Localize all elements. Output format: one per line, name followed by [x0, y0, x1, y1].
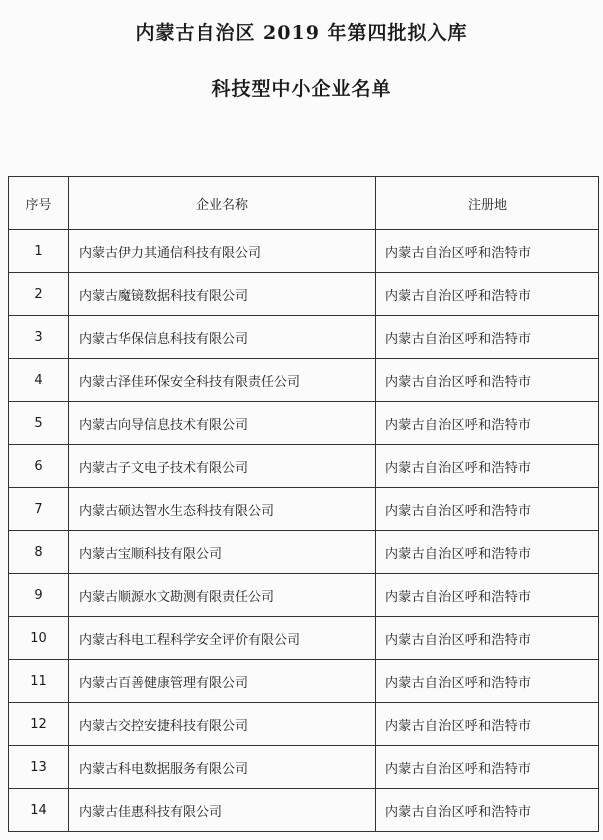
row-location: 内蒙古自治区呼和浩特市 [376, 316, 599, 359]
row-index: 1 [9, 230, 69, 273]
row-company: 内蒙古泽佳环保安全科技有限责任公司 [69, 359, 376, 402]
row-location: 内蒙古自治区呼和浩特市 [376, 445, 599, 488]
table-row [9, 359, 599, 402]
row-company: 内蒙古宝顺科技有限公司 [69, 531, 376, 574]
row-location: 内蒙古自治区呼和浩特市 [376, 660, 599, 703]
row-index: 13 [9, 746, 69, 789]
row-company: 内蒙古向导信息技术有限公司 [69, 402, 376, 445]
row-company: 内蒙古科电工程科学安全评价有限公司 [69, 617, 376, 660]
row-location: 内蒙古自治区呼和浩特市 [376, 703, 599, 746]
table-row [9, 445, 599, 488]
table-row [9, 230, 599, 273]
row-company: 内蒙古佳惠科技有限公司 [69, 789, 376, 832]
row-company: 内蒙古魔镜数据科技有限公司 [69, 273, 376, 316]
company-list-table [8, 176, 599, 832]
header-company: 企业名称 [69, 177, 376, 230]
row-index: 10 [9, 617, 69, 660]
row-company: 内蒙古顺源水文勘测有限责任公司 [69, 574, 376, 617]
row-index: 8 [9, 531, 69, 574]
table-row [9, 660, 599, 703]
row-location: 内蒙古自治区呼和浩特市 [376, 359, 599, 402]
table-row [9, 789, 599, 832]
row-location: 内蒙古自治区呼和浩特市 [376, 574, 599, 617]
row-index: 4 [9, 359, 69, 402]
row-company: 内蒙古硕达智水生态科技有限公司 [69, 488, 376, 531]
row-location: 内蒙古自治区呼和浩特市 [376, 273, 599, 316]
table-row [9, 746, 599, 789]
row-location: 内蒙古自治区呼和浩特市 [376, 402, 599, 445]
row-location: 内蒙古自治区呼和浩特市 [376, 230, 599, 273]
table-row [9, 316, 599, 359]
document-title-line2: 科技型中小企业名单 [211, 78, 392, 100]
row-index: 6 [9, 445, 69, 488]
table-row [9, 488, 599, 531]
row-company: 内蒙古科电数据服务有限公司 [69, 746, 376, 789]
row-company: 内蒙古交控安捷科技有限公司 [69, 703, 376, 746]
table-row [9, 273, 599, 316]
row-index: 5 [9, 402, 69, 445]
row-location: 内蒙古自治区呼和浩特市 [376, 617, 599, 660]
row-index: 14 [9, 789, 69, 832]
table-row [9, 617, 599, 660]
row-location: 内蒙古自治区呼和浩特市 [376, 488, 599, 531]
header-index: 序号 [9, 177, 69, 230]
row-company: 内蒙古百善健康管理有限公司 [69, 660, 376, 703]
row-location: 内蒙古自治区呼和浩特市 [376, 789, 599, 832]
table-header-row [9, 177, 599, 230]
row-company: 内蒙古华保信息科技有限公司 [69, 316, 376, 359]
row-index: 9 [9, 574, 69, 617]
table-row [9, 703, 599, 746]
table-row [9, 574, 599, 617]
row-index: 12 [9, 703, 69, 746]
row-index: 3 [9, 316, 69, 359]
header-location: 注册地 [376, 177, 599, 230]
row-index: 7 [9, 488, 69, 531]
table-row [9, 402, 599, 445]
row-index: 2 [9, 273, 69, 316]
document-title-line1: 内蒙古自治区 2019 年第四批拟入库 [135, 22, 468, 44]
row-location: 内蒙古自治区呼和浩特市 [376, 746, 599, 789]
row-location: 内蒙古自治区呼和浩特市 [376, 531, 599, 574]
row-index: 11 [9, 660, 69, 703]
row-company: 内蒙古子文电子技术有限公司 [69, 445, 376, 488]
row-company: 内蒙古伊力其通信科技有限公司 [69, 230, 376, 273]
table-row [9, 531, 599, 574]
